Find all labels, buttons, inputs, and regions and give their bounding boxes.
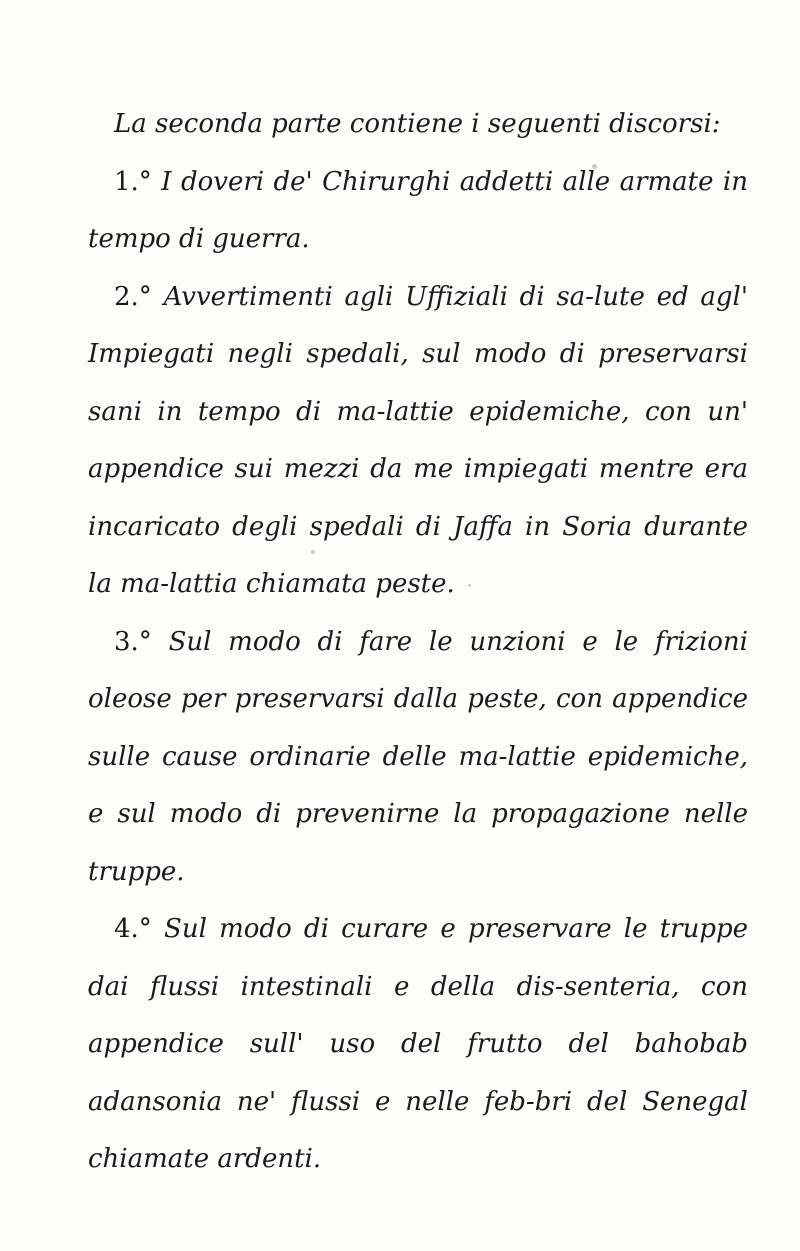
item-number: 4.° [114, 914, 152, 944]
item-text: Sul modo di fare le unzioni e le frizioni oleose per preservarsi dalla peste, con appendice sulle cause ordinarie delle ma-lattie epidemiche, e sul modo di prevenirne la propagazione nelle truppe. [88, 626, 748, 887]
item-text: Avvertimenti agli Uffiziali di sa-lute ed agl' Impiegati negli spedali, sul modo di preservarsi sani in tempo di ma-lattie epidemiche, con un' appendice sui mezzi da me impiegati mentre era incaricato degli spedali di Jaffa in Soria durante la ma-lattia chiamata peste. [88, 281, 749, 599]
item-number: 1.° [114, 166, 152, 197]
page-text [88, 96, 748, 1189]
list-item [88, 154, 748, 269]
item-text: Sul modo di curare e preservare le truppe dai flussi intestinali e della dis-senteria, con appendice sull' uso del frutto del bahobab adansonia ne' flussi e nelle feb-bri del Senegal chiamate ardenti. [88, 914, 748, 1174]
intro-paragraph: La seconda parte contiene i seguenti discorsi: [114, 109, 721, 139]
item-number: 3.° [114, 626, 152, 657]
list-item [88, 614, 748, 902]
list-item [88, 901, 748, 1189]
list-item [88, 269, 748, 614]
item-number: 2.° [114, 281, 152, 312]
item-text: I doveri de' Chirurghi addetti alle armate in tempo di guerra. [88, 166, 748, 254]
